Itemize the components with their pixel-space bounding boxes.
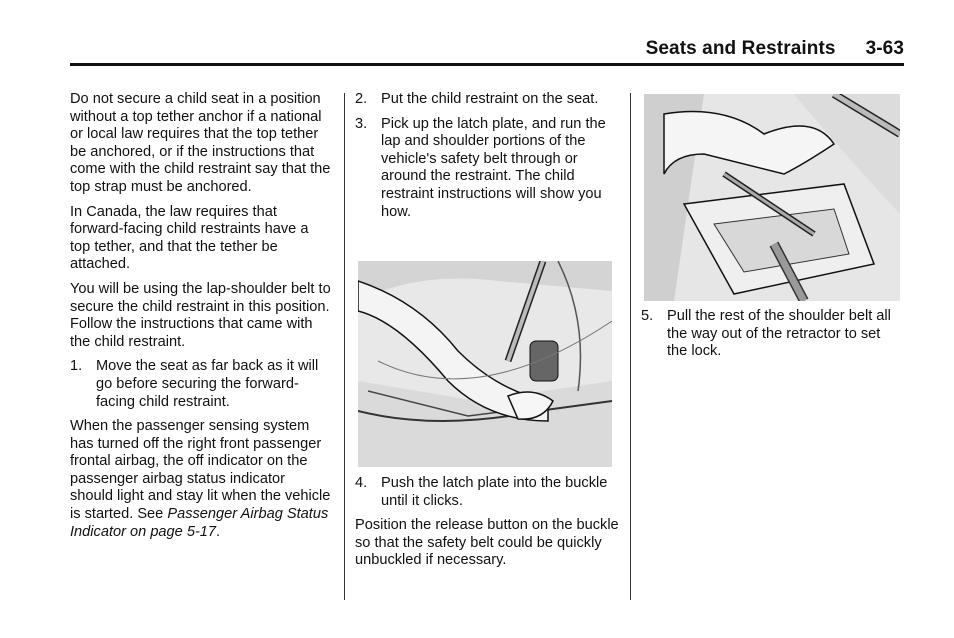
step-2: [355, 91, 620, 109]
column-divider: [344, 93, 345, 600]
paragraph-tether-law: Do not secure a child seat in a position without a top tether anchor if a national or local law requires that the top tether be anchored, or if the instructions that come with the child restraint say that the top strap must be anchored.: [70, 91, 331, 195]
step-3: [355, 116, 620, 222]
page-header: [70, 38, 904, 62]
step-text: Push the latch plate into the buckle until it clicks.: [381, 475, 608, 509]
step-5: [641, 308, 904, 361]
running-title: [646, 38, 904, 60]
column-3: [641, 308, 904, 368]
column-1: [70, 91, 332, 548]
step-1-note: [70, 418, 332, 541]
cross-reference-link[interactable]: Passenger Airbag Status Indicator on page 5-17: [70, 506, 329, 540]
step-number: 4.: [355, 475, 368, 491]
step-number: 3.: [355, 115, 368, 132]
note-end: .: [216, 523, 221, 540]
note-text: When the passenger sensing system has turned off the right front passenger frontal airbag, the off indicator on the passenger airbag status indicator should light and stay lit when the vehicle is started. See: [70, 418, 331, 523]
step-text: Pick up the latch plate, and run the lap and shoulder portions of the vehicle's safety belt through or around the restraint. The child restraint instructions will show you how.: [381, 115, 606, 220]
column-2-lower: [355, 475, 620, 577]
column-2: [355, 91, 620, 228]
step-1: [70, 358, 332, 411]
retractor-illustration: [644, 94, 900, 301]
buckle-illustration: [358, 261, 612, 467]
step-text: Move the seat as far back as it will go before securing the forward-facing child restraint.: [96, 358, 319, 410]
step-text: Put the child restraint on the seat.: [381, 91, 599, 107]
paragraph-canada-law: In Canada, the law requires that forward-facing child restraints have a top tether, and that the tether be attached.: [70, 203, 309, 273]
step-number: 2.: [355, 91, 368, 107]
step-number: 1.: [70, 358, 83, 375]
paragraph-lap-shoulder: You will be using the lap-shoulder belt to secure the child restraint in this position. Follow the instructions that came with the child restraint.: [70, 280, 331, 350]
column-divider: [630, 93, 631, 600]
step-text: Pull the rest of the shoulder belt all the way out of the retractor to set the lock.: [667, 308, 891, 360]
step-4: [355, 475, 620, 510]
section-title: Seats and Restraints: [645, 38, 836, 59]
page-number: 3-63: [865, 38, 904, 59]
step-4-note: Position the release button on the buckle so that the safety belt could be quickly unbuckled if necessary.: [355, 517, 619, 569]
header-rule: [70, 63, 904, 66]
step-number: 5.: [641, 308, 654, 324]
